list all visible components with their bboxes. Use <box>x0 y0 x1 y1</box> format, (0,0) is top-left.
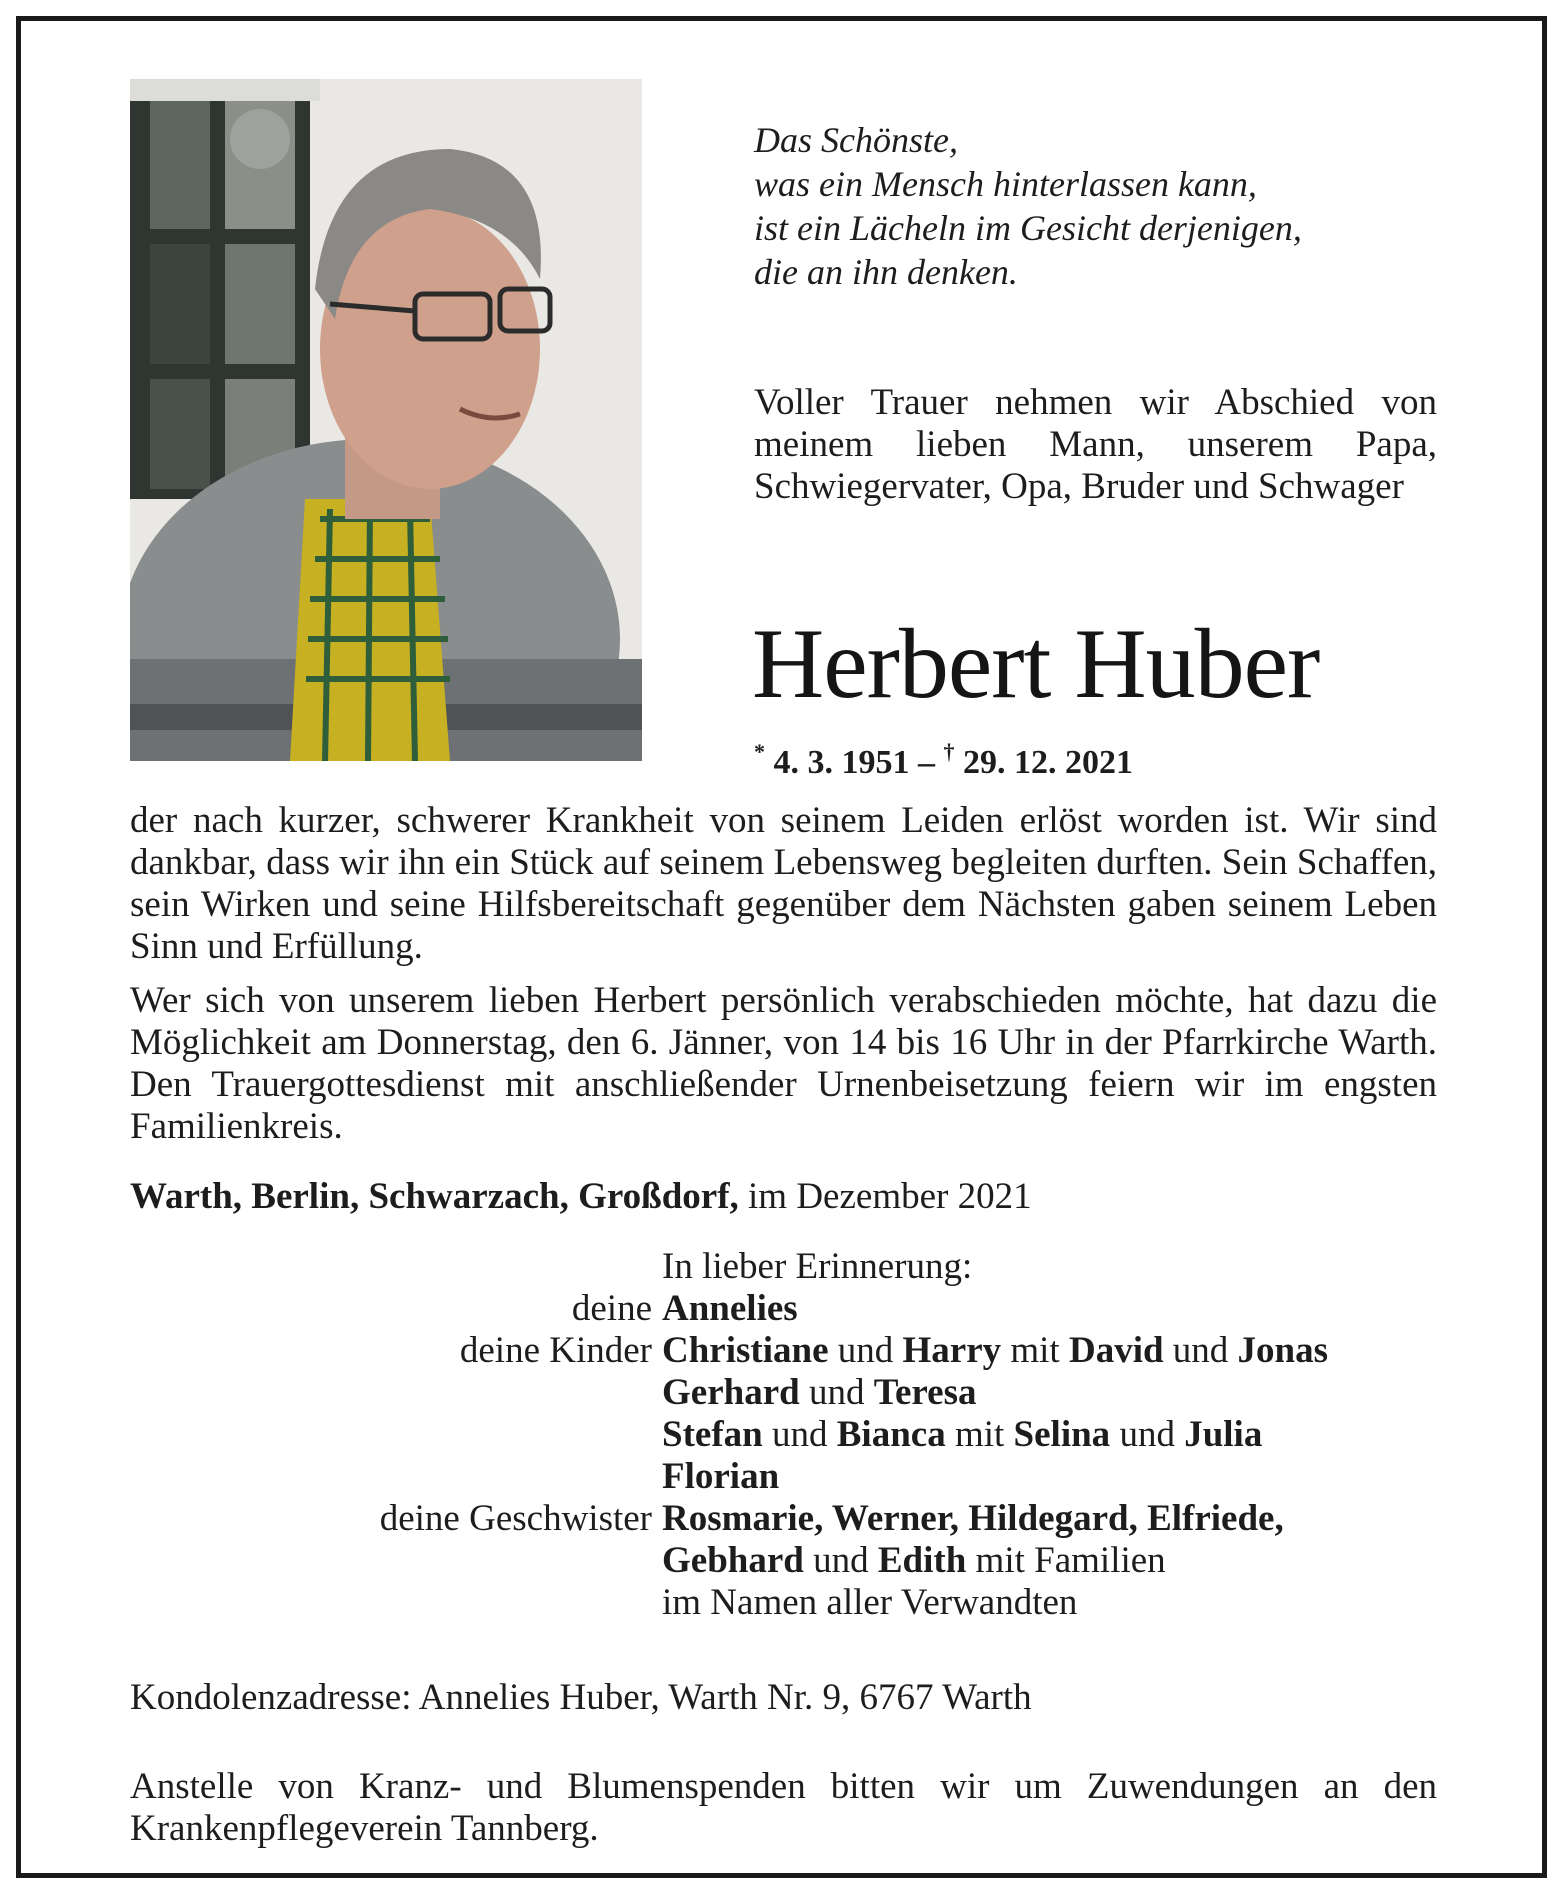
connector: und <box>808 1372 865 1413</box>
family-row <box>130 1414 1450 1456</box>
family-name: Bianca <box>836 1414 946 1455</box>
family-name: David <box>1068 1330 1164 1371</box>
birth-symbol: * <box>754 739 765 764</box>
family-heading-row <box>130 1246 1450 1288</box>
family-name: Harry <box>902 1330 1002 1371</box>
condolence-address: Kondolenzadresse: Annelies Huber, Warth Nr. 9, 6767 Warth <box>130 1677 1032 1718</box>
family-row <box>130 1540 1450 1582</box>
connector: und <box>1119 1414 1175 1455</box>
connector: und <box>813 1540 869 1581</box>
family-row <box>130 1456 1450 1498</box>
memorial-quote <box>754 118 1454 294</box>
family-row <box>130 1372 1450 1414</box>
places-date-line <box>130 1175 1032 1219</box>
quote-line: Das Schönste, <box>754 120 958 160</box>
family-name: Edith <box>877 1540 967 1581</box>
family-name: Stefan <box>662 1414 763 1455</box>
relation-label: deine Kinder <box>459 1330 652 1371</box>
life-dates <box>754 730 1133 785</box>
family-name: Julia <box>1184 1414 1263 1455</box>
family-name: Teresa <box>873 1372 977 1413</box>
quote-line: was ein Mensch hinterlassen kann, <box>754 164 1257 204</box>
deceased-name: Herbert Huber <box>752 608 1320 719</box>
family-row-children <box>130 1330 1450 1372</box>
family-name: Christiane <box>662 1330 829 1371</box>
relatives-line: im Namen aller Verwandten <box>662 1582 1078 1623</box>
towns: Warth, Berlin, Schwarzach, Großdorf, <box>130 1176 739 1217</box>
quote-line: ist ein Lächeln im Gesicht derjenigen, <box>754 208 1302 248</box>
family-name: Jonas <box>1237 1330 1329 1371</box>
family-name: Gebhard <box>662 1540 804 1581</box>
family-name: Florian <box>662 1456 780 1497</box>
family-row <box>130 1582 1450 1624</box>
portrait-photo <box>130 79 642 761</box>
body-paragraph-1: der nach kurzer, schwerer Krankheit von seinem Leiden erlöst worden ist. Wir sind dankbar, dass wir ihn ein Stück auf seinem Lebensweg begleiten durften. Sein Schaffen, sein Wirken und seine Hilfsbereitschaft gegenüber dem Nächsten gaben seinem Leben Sinn und Erfüllung. <box>130 800 1437 967</box>
connector: und <box>1172 1330 1229 1371</box>
notice-date: im Dezember 2021 <box>748 1176 1032 1217</box>
donation-note: Anstelle von Kranz- und Blumenspenden bitten wir um Zuwendungen an den Krankenpflegeverein Tannberg. <box>130 1766 1437 1849</box>
relation-label: deine <box>571 1288 652 1329</box>
quote-line: die an ihn denken. <box>754 252 1018 292</box>
body-paragraph-2: Wer sich von unserem lieben Herbert persönlich verabschieden möchte, hat dazu die Möglichkeit am Donnerstag, den 6. Jänner, von 14 bis 16 Uhr in der Pfarrkirche Warth. Den Trauergottesdienst mit anschließender Urnenbeisetzung feiern wir im engsten Familienkreis. <box>130 980 1437 1147</box>
connector: mit Familien <box>975 1540 1166 1581</box>
family-row-siblings <box>130 1498 1450 1540</box>
family-list <box>130 1246 1450 1624</box>
family-name: Annelies <box>662 1288 798 1329</box>
death-date: 29. 12. 2021 <box>963 744 1133 781</box>
connector: und <box>771 1414 828 1455</box>
relation-label: deine Geschwister <box>379 1498 652 1539</box>
family-name: Selina <box>1013 1414 1111 1455</box>
family-name: Rosmarie, Werner, Hildegard, Elfriede, <box>662 1498 1284 1539</box>
family-name: Gerhard <box>662 1372 800 1413</box>
date-separator: – <box>918 744 935 781</box>
connector: mit <box>954 1414 1005 1455</box>
birth-date: 4. 3. 1951 <box>773 744 910 781</box>
connector: und <box>837 1330 894 1371</box>
family-row-wife <box>130 1288 1450 1330</box>
intro-text: Voller Trauer nehmen wir Abschied von meinem lieben Mann, unserem Papa, Schwiegervater, Opa, Bruder und Schwager <box>754 382 1437 507</box>
death-symbol: † <box>943 739 955 764</box>
connector: mit <box>1010 1330 1060 1371</box>
family-heading: In lieber Erinnerung: <box>662 1246 973 1287</box>
